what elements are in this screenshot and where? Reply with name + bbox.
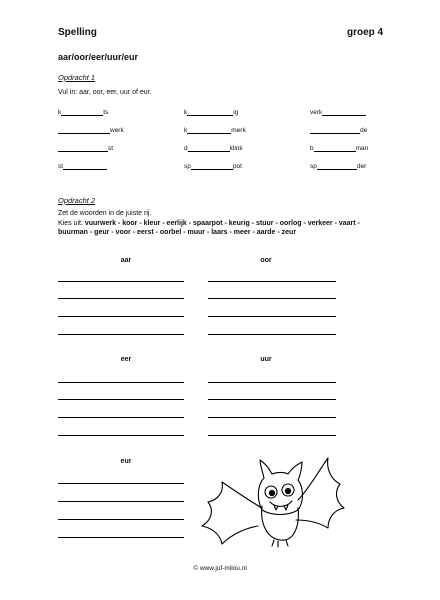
opdracht1-instruction: Vul in: aar, oor, eer, uur of eur. (58, 89, 152, 96)
fill-suffix: ts (103, 109, 109, 116)
writing-line[interactable] (58, 537, 184, 538)
blank-field[interactable] (188, 144, 230, 152)
writing-line[interactable] (208, 435, 336, 436)
fill-item (310, 108, 366, 116)
fill-item (184, 126, 246, 134)
fill-suffix: merk (231, 127, 246, 134)
writing-line[interactable] (58, 399, 184, 400)
blank-field[interactable] (187, 126, 231, 134)
fill-suffix: de (360, 127, 368, 134)
writing-line[interactable] (208, 298, 336, 299)
writing-line[interactable] (208, 334, 336, 335)
opdracht2-title: Opdracht 2 (58, 196, 96, 205)
blank-field[interactable] (314, 144, 356, 152)
fill-suffix: ig (233, 109, 239, 116)
writing-line[interactable] (58, 281, 184, 282)
word-bank-label: Kies uit: (58, 220, 83, 227)
fill-item (58, 126, 124, 134)
writing-line[interactable] (58, 298, 184, 299)
left-wing (202, 482, 262, 544)
column-heading-oor: oor (260, 257, 272, 264)
right-wing (296, 458, 344, 528)
bat-mouth (270, 501, 292, 506)
fill-suffix: man (355, 145, 369, 152)
writing-line[interactable] (58, 435, 184, 436)
word-bank (58, 219, 378, 237)
fill-suffix: der (356, 163, 367, 170)
fill-item (310, 144, 368, 152)
writing-line[interactable] (208, 316, 336, 317)
group-label: groep 4 (347, 27, 384, 38)
opdracht2-instruction: Zet de woorden in de juiste rij. (58, 210, 152, 217)
writing-line[interactable] (58, 417, 184, 418)
fill-item (184, 108, 238, 116)
bat-body (262, 506, 299, 540)
fill-suffix: st (108, 145, 114, 152)
blank-field[interactable] (58, 126, 110, 134)
fill-suffix: werk (110, 127, 124, 134)
fill-item (310, 162, 366, 170)
fill-suffix: klink (229, 145, 243, 152)
footer-copyright: © www.juf-milou.nl (193, 565, 247, 572)
writing-line[interactable] (208, 382, 336, 383)
writing-line[interactable] (208, 417, 336, 418)
fill-prefix: sp (184, 163, 191, 170)
fill-prefix: sp (310, 163, 317, 170)
blank-field[interactable] (310, 126, 360, 134)
blank-field[interactable] (187, 108, 233, 116)
blank-field[interactable] (63, 162, 107, 170)
writing-line[interactable] (58, 316, 184, 317)
fill-item (184, 162, 242, 170)
column-heading-eur: eur (120, 458, 132, 465)
column-heading-uur: uur (260, 356, 272, 363)
fill-prefix: k (184, 127, 188, 134)
word-bank-words: vuurwerk - koor - kleur - eerlijk - spaarpot - keurig - stuur - oorlog - verkeer - vaart - buurman - geur - voor - eerst - oorbel - muur - laars - meer - aarde - zeur (58, 220, 360, 236)
fill-prefix: verk (310, 109, 323, 116)
topic-title: aar/oor/eer/uur/eur (58, 52, 139, 62)
blank-field[interactable] (322, 108, 366, 116)
fill-prefix: b (310, 145, 314, 152)
writing-line[interactable] (58, 382, 184, 383)
writing-line[interactable] (208, 399, 336, 400)
fill-item (184, 144, 243, 152)
column-heading-aar: aar (120, 257, 132, 264)
opdracht1-title: Opdracht 1 (58, 73, 96, 82)
fill-prefix: d (184, 145, 188, 152)
fill-item (58, 108, 108, 116)
writing-line[interactable] (58, 501, 184, 502)
writing-line[interactable] (58, 519, 184, 520)
writing-line[interactable] (58, 483, 184, 484)
fill-prefix: st (58, 163, 64, 170)
blank-field[interactable] (317, 162, 357, 170)
fill-suffix: pot (232, 163, 242, 170)
fill-item (58, 144, 113, 152)
bat-illustration (200, 450, 350, 550)
column-heading-eer: eer (120, 356, 132, 363)
blank-field[interactable] (58, 144, 108, 152)
bat-feet (272, 540, 288, 547)
fill-item (58, 162, 107, 170)
fill-prefix: k (184, 109, 188, 116)
fill-item (310, 126, 367, 134)
fill-prefix: k (58, 109, 62, 116)
blank-field[interactable] (61, 108, 103, 116)
writing-line[interactable] (208, 281, 336, 282)
blank-field[interactable] (191, 162, 233, 170)
worksheet-title: Spelling (58, 27, 97, 38)
writing-line[interactable] (58, 334, 184, 335)
